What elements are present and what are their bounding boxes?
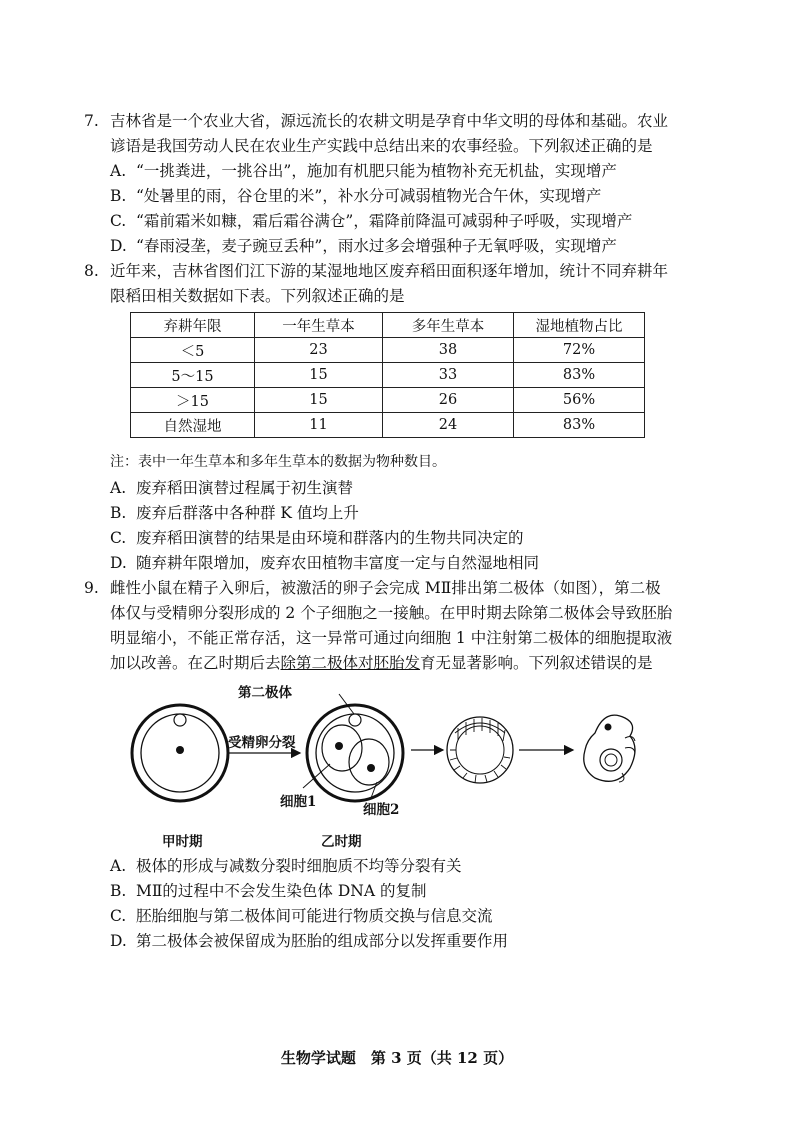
- q9-option-a-letter: A.: [110, 857, 127, 875]
- q7-option-b-text: “处暑里的雨，谷仓里的米”，补水分可减弱植物光合午休，实现增产: [136, 187, 602, 205]
- polar-body: [174, 714, 186, 726]
- q7-option-a-text: “一挑粪进，一挑谷出”，施加有机肥只能为植物补充无机盐，实现增产: [136, 162, 617, 180]
- table-cell: ＞15: [131, 388, 255, 413]
- table-cell: ＜5: [131, 338, 255, 363]
- q7-number: 7.: [84, 112, 99, 130]
- q9-option-b-text: MⅡ的过程中不会发生染色体 DNA 的复制: [136, 882, 427, 900]
- q9-option-b: [110, 880, 426, 902]
- table-cell: 83%: [514, 363, 645, 388]
- q9-stem-line1: 雌性小鼠在精子入卵后，被激活的卵子会完成 MⅡ排出第二极体（如图），第二极: [110, 579, 661, 597]
- q9-stem-line4-part1: 加以改善。在乙时期后去: [110, 654, 281, 672]
- blastocyst-icon: [447, 717, 513, 783]
- table-cell: 自然湿地: [131, 413, 255, 438]
- table-cell: 72%: [514, 338, 645, 363]
- q7-option-d: [110, 235, 617, 257]
- q9-number: 9.: [84, 579, 99, 597]
- nucleus: [176, 746, 184, 754]
- q8-option-a: [110, 477, 353, 499]
- label-cell-2: 细胞2: [363, 802, 400, 818]
- leader-line: [303, 764, 330, 788]
- q8-number: 8.: [84, 262, 99, 280]
- q8-option-c-text: 废弃稻田演替的结果是由环境和群落内的生物共同决定的: [136, 529, 524, 547]
- q8-stem-line2: 限稻田相关数据如下表。下列叙述正确的是: [110, 287, 405, 305]
- cell-2-outline: [349, 739, 389, 785]
- table-cell: 38: [383, 338, 514, 363]
- nucleus: [367, 764, 375, 772]
- table-cell: 5～15: [131, 363, 255, 388]
- q8-option-d-text: 随弃耕年限增加，废弃农田植物丰富度一定与自然湿地相同: [136, 554, 540, 572]
- q9-option-d-text: 第二极体会被保留成为胚胎的组成部分以发挥重要作用: [136, 932, 509, 950]
- diagram-svg: [125, 678, 665, 848]
- q8-option-a-letter: A.: [110, 479, 127, 497]
- q7-option-a-letter: A.: [110, 162, 127, 180]
- table-header-cell: 一年生草本: [255, 313, 383, 338]
- q7-option-b: [110, 185, 601, 207]
- q9-option-a: [110, 855, 462, 877]
- q9-option-c: [110, 905, 493, 927]
- q8-table-note: 注：表中一年生草本和多年生草本的数据为物种数目。: [110, 454, 446, 470]
- q7-option-c: [110, 210, 632, 232]
- q7-option-d-text: “春雨浸垄，麦子豌豆丢种”，雨水过多会增强种子无氧呼吸，实现增产: [136, 237, 617, 255]
- table-cell: 24: [383, 413, 514, 438]
- stage-jia-cell: [132, 705, 228, 801]
- embryo-development-diagram: [125, 678, 665, 848]
- q8-option-d-letter: D.: [110, 554, 127, 572]
- label-cell-1: 细胞1: [280, 794, 317, 810]
- q8-option-c-letter: C.: [110, 529, 127, 547]
- table-header-cell: 多年生草本: [383, 313, 514, 338]
- q7-stem-line2: 谚语是我国劳动人民在农业生产实践中总结出来的农事经验。下列叙述正确的是: [110, 137, 653, 155]
- q9-option-c-letter: C.: [110, 907, 127, 925]
- table-row: [131, 413, 645, 438]
- table-cell: 33: [383, 363, 514, 388]
- q7-option-c-letter: C.: [110, 212, 127, 230]
- page-footer: 生物学试题 第 3 页（共 12 页）: [280, 1049, 514, 1067]
- table-cell: 15: [255, 388, 383, 413]
- q9-option-a-text: 极体的形成与减数分裂时细胞质不均等分裂有关: [136, 857, 462, 875]
- q9-stem-line3: 明显缩小，不能正常存活，这一异常可通过向细胞 1 中注射第二极体的细胞提取液: [110, 629, 673, 647]
- q8-option-a-text: 废弃稻田演替过程属于初生演替: [136, 479, 354, 497]
- q8-data-table: [130, 312, 645, 438]
- q9-option-d-letter: D.: [110, 932, 127, 950]
- q9-stem-line2: 体仅与受精卵分裂形成的 2 个子细胞之一接触。在甲时期去除第二极体会导致胚胎: [110, 604, 673, 622]
- q9-stem-line4-underlined: 除第二极体对胚胎发: [280, 654, 421, 672]
- q7-option-b-letter: B.: [110, 187, 127, 205]
- q8-option-b-text: 废弃后群落中各种群 K 值均上升: [136, 504, 359, 522]
- table-row: [131, 388, 645, 413]
- q7-stem-line1: 吉林省是一个农业大省，源远流长的农耕文明是孕育中华文明的母体和基础。农业: [110, 112, 669, 130]
- q7-option-d-letter: D.: [110, 237, 127, 255]
- stage-yi-cell: [303, 694, 403, 801]
- label-fertilized-division: 受精卵分裂: [228, 735, 296, 751]
- embryo-icon: [584, 715, 635, 782]
- table-cell: 26: [383, 388, 514, 413]
- label-stage-yi: 乙时期: [321, 834, 362, 850]
- label-stage-jia: 甲时期: [162, 834, 203, 850]
- table-row: [131, 363, 645, 388]
- table-cell: 23: [255, 338, 383, 363]
- q7-option-c-text: “霜前霜米如糠，霜后霜谷满仓”，霜降前降温可减弱种子呼吸，实现增产: [136, 212, 633, 230]
- table-cell: 56%: [514, 388, 645, 413]
- label-second-polar-body: 第二极体: [238, 685, 292, 701]
- table-row: [131, 338, 645, 363]
- table-cell: 15: [255, 363, 383, 388]
- table-header-cell: 弃耕年限: [131, 313, 255, 338]
- table-header-cell: 湿地植物占比: [514, 313, 645, 338]
- polar-body: [349, 714, 361, 726]
- q7-option-a: [110, 160, 617, 182]
- q8-option-b-letter: B.: [110, 504, 127, 522]
- q8-option-c: [110, 527, 524, 549]
- q8-option-b: [110, 502, 359, 524]
- table-header-row: [131, 313, 645, 338]
- q9-stem-line4-part3: 育无显著影响。下列叙述错误的是: [420, 654, 653, 672]
- q8-option-d: [110, 552, 539, 574]
- q9-option-c-text: 胚胎细胞与第二极体间可能进行物质交换与信息交流: [136, 907, 493, 925]
- nucleus: [335, 742, 343, 750]
- table-cell: 83%: [514, 413, 645, 438]
- q9-option-d: [110, 930, 508, 952]
- q9-stem-line4: [110, 652, 653, 674]
- q9-option-b-letter: B.: [110, 882, 127, 900]
- q8-stem-line1: 近年来，吉林省图们江下游的某湿地地区废弃稻田面积逐年增加，统计不同弃耕年: [110, 262, 669, 280]
- table-cell: 11: [255, 413, 383, 438]
